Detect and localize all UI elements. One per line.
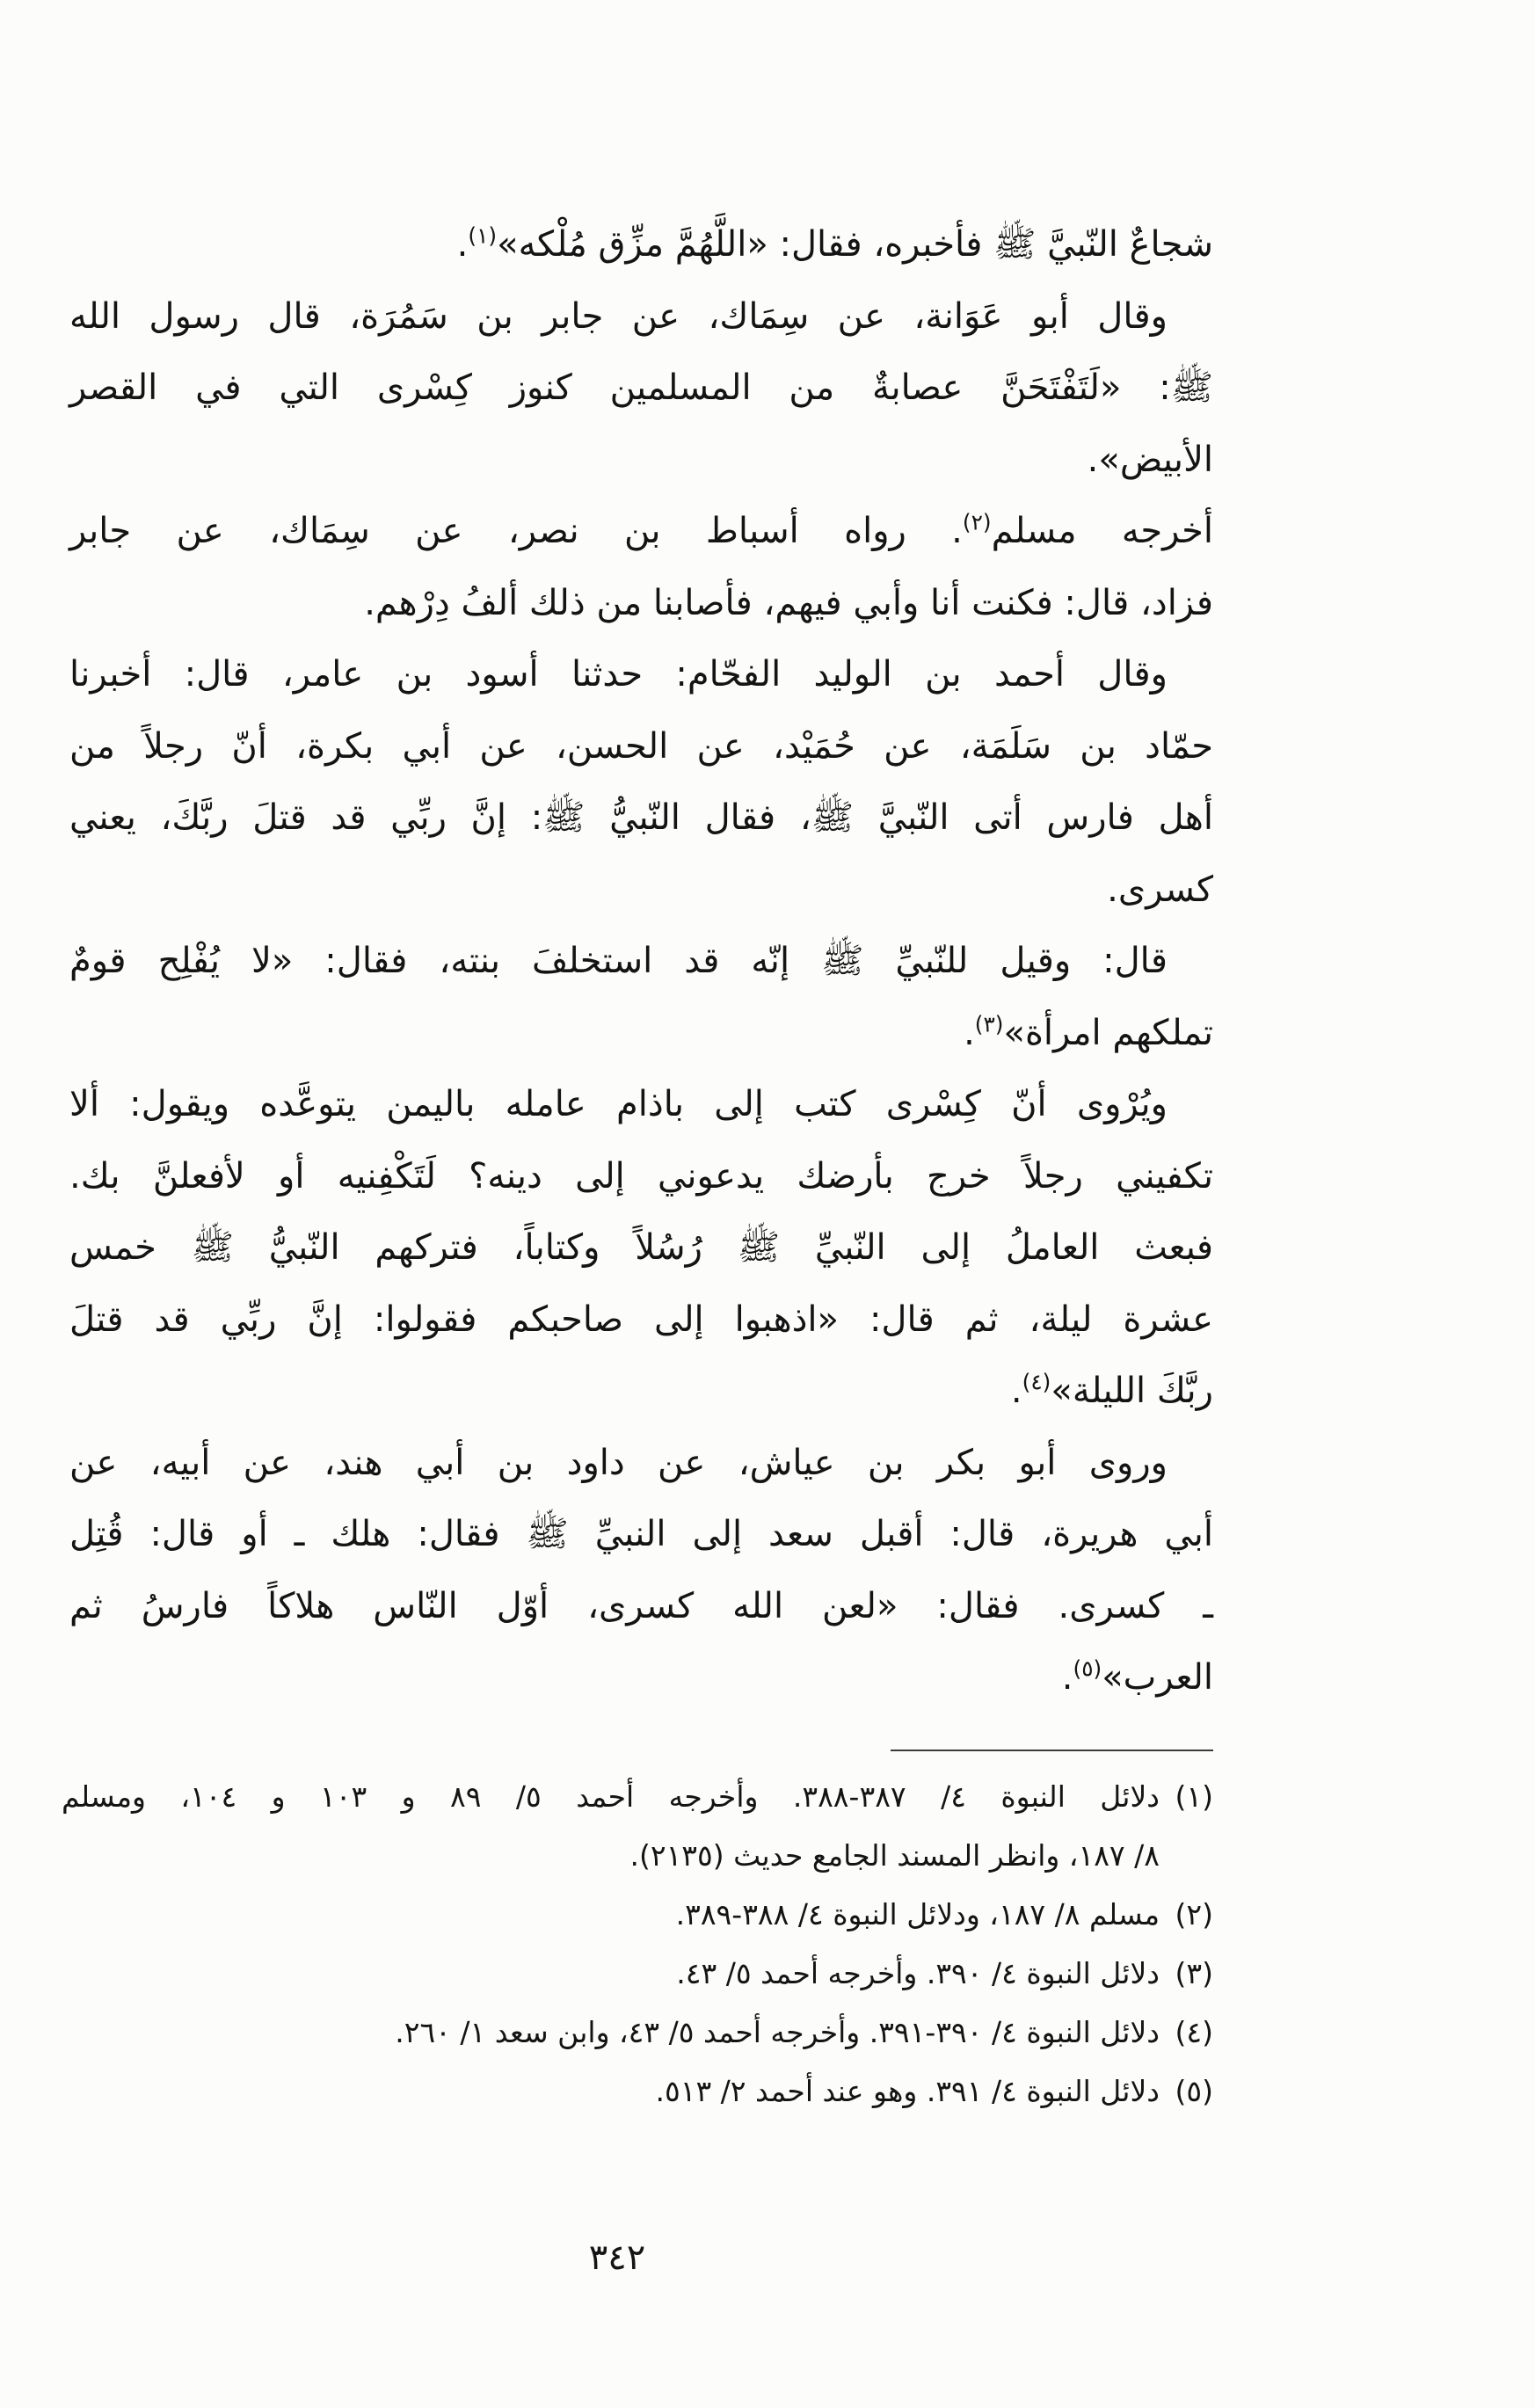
line-text: . — [1010, 1371, 1022, 1411]
line-text: وقال أبو عَوَانة، عن سِمَاك، عن جابر بن سَمُرَة، قال رسول الله — [69, 295, 1168, 337]
body-line — [69, 1141, 1213, 1213]
body-line — [69, 1069, 1213, 1141]
line-text: حمّاد بن سَلَمَة، عن حُمَيْد، عن الحسن، عن أبي بكرة، أنّ رجلاً من — [69, 725, 1213, 767]
footnote-number: (٥) — [1175, 2074, 1213, 2108]
footnote-number: (٢) — [1175, 1897, 1213, 1931]
line-text: . — [1061, 1657, 1073, 1698]
line-text: أبي هريرة، قال: أقبل سعد إلى النبيِّ ﷺ فقال: هلك ـ أو قال: قُتِل — [69, 1514, 1213, 1554]
body-line — [69, 711, 1213, 783]
footnote-line: دلائل النبوة ٤/ ٣٩١. وهو عند أحمد ٢/ ٥١٣. — [655, 2074, 1160, 2108]
footnote-body — [62, 2003, 1160, 2062]
line-text: أخرجه مسلم — [991, 511, 1213, 551]
footnote-body — [62, 1885, 1160, 1944]
footnote-line: مسلم ٨/ ١٨٧، ودلائل النبوة ٤/ ٣٨٨-٣٨٩. — [675, 1897, 1160, 1931]
footnote-number: (٣) — [1175, 1956, 1213, 1990]
footnote-ref: (٤) — [1022, 1369, 1051, 1395]
line-text: فبعث العاملُ إلى النّبيِّ ﷺ رُسُلاً وكتاباً، فتركهم النّبيُّ ﷺ خمس — [69, 1227, 1213, 1268]
line-text: فزاد، قال: فكنت أنا وأبي فيهم، فأصابنا من ذلك ألفُ دِرْهم. — [364, 582, 1213, 623]
paragraph — [69, 1069, 1213, 1428]
line-text: . رواه أسباط بن نصر، عن سِمَاك، عن جابر — [69, 511, 963, 551]
body-line — [69, 353, 1213, 425]
line-text: ويُرْوى أنّ كِسْرى كتب إلى باذام عامله باليمن يتوعَّده ويقول: ألا — [69, 1084, 1168, 1124]
paragraph — [69, 926, 1213, 1069]
body-line — [69, 1284, 1213, 1357]
line-text: تملكهم امرأة» — [1003, 1012, 1213, 1053]
footnote — [62, 2003, 1213, 2062]
line-text: قال: وقيل للنّبيِّ ﷺ إنّه قد استخلفَ بنته، فقال: «لا يُفْلِح قومٌ — [69, 941, 1168, 981]
line-text: . — [456, 224, 469, 265]
body-line — [69, 926, 1213, 998]
body-line — [69, 281, 1213, 353]
body-line — [69, 568, 1213, 640]
footnote-line: ٨/ ١٨٧، وانظر المسند الجامع حديث (٢١٣٥). — [629, 1838, 1160, 1873]
line-text: . — [964, 1012, 975, 1053]
footnote-ref: (٥) — [1073, 1655, 1102, 1682]
body-line — [69, 425, 1213, 497]
footnote — [62, 1885, 1213, 1944]
body-line — [69, 1499, 1213, 1571]
footnote-ref: (٣) — [974, 1011, 1004, 1037]
line-text: شجاعٌ النّبيَّ ﷺ فأخبره، فقال: «اللَّهُمَّ مزِّق مُلْكه» — [497, 224, 1213, 265]
line-text: كسرى. — [1107, 869, 1213, 910]
footnote — [62, 2062, 1213, 2121]
body-line — [69, 1642, 1213, 1714]
paragraph — [69, 281, 1213, 497]
footnote-ref: (١) — [468, 222, 498, 249]
footnote — [62, 1944, 1213, 2003]
paragraph — [69, 1428, 1213, 1714]
body-text — [69, 209, 1213, 1714]
footnote-line: دلائل النبوة ٤/ ٣٨٧-٣٨٨. وأخرجه أحمد ٥/ ٨٩ و ١٠٣ و ١٠٤، ومسلم — [62, 1779, 1160, 1814]
footnote-number: (٤) — [1175, 2015, 1213, 2049]
footnote — [62, 1767, 1213, 1885]
body-line — [69, 1428, 1213, 1500]
line-text: ﷺ: «لَتَفْتَحَنَّ عصابةٌ من المسلمين كنوز كِسْرى التي في القصر — [69, 367, 1213, 408]
footnote-line: دلائل النبوة ٤/ ٣٩٠. وأخرجه أحمد ٥/ ٤٣. — [676, 1956, 1160, 1990]
line-text: الأبيض». — [1087, 439, 1213, 480]
line-text: ربَّكَ الليلة» — [1051, 1371, 1213, 1411]
body-line — [69, 1356, 1213, 1428]
body-line — [69, 998, 1213, 1070]
body-line — [69, 496, 1213, 568]
line-text: أهل فارس أتى النّبيَّ ﷺ، فقال النّبيُّ ﷺ: إنَّ ربِّي قد قتلَ ربَّكَ، يعني — [69, 797, 1213, 838]
body-line — [69, 1212, 1213, 1284]
body-line — [69, 209, 1213, 281]
page-number: ٣٤٢ — [588, 2237, 646, 2278]
body-line — [69, 639, 1213, 711]
line-text: عشرة ليلة، ثم قال: «اذهبوا إلى صاحبكم فقولوا: إنَّ ربِّي قد قتلَ — [69, 1299, 1213, 1340]
paragraph — [69, 639, 1213, 926]
footnotes — [62, 1767, 1213, 2121]
line-text: تكفيني رجلاً خرج بأرضك يدعوني إلى دينه؟ لَتَكْفِنيه أو لأفعلنَّ بك. — [69, 1155, 1213, 1197]
footnote-ref: (٢) — [962, 509, 992, 535]
body-line — [69, 855, 1213, 927]
footnote-body — [62, 1767, 1160, 1885]
body-line — [69, 1571, 1213, 1643]
line-text: ـ كسرى. فقال: «لعن الله كسرى، أوّل النّاس هلاكاً فارسُ ثم — [69, 1585, 1213, 1626]
footnote-body — [62, 2062, 1160, 2121]
paragraph — [69, 209, 1213, 281]
paragraph — [69, 496, 1213, 639]
body-line — [69, 782, 1213, 855]
footnote-line: دلائل النبوة ٤/ ٣٩٠-٣٩١. وأخرجه أحمد ٥/ ٤٣، وابن سعد ١/ ٢٦٠. — [395, 2015, 1160, 2049]
footnote-body — [62, 1944, 1160, 2003]
line-text: وروى أبو بكر بن عياش، عن داود بن أبي هند، عن أبيه، عن — [69, 1442, 1168, 1483]
footnote-number: (١) — [1175, 1779, 1213, 1814]
line-text: وقال أحمد بن الوليد الفحّام: حدثنا أسود بن عامر، قال: أخبرنا — [69, 654, 1168, 695]
line-text: العرب» — [1102, 1657, 1213, 1698]
footnote-separator — [891, 1750, 1213, 1751]
